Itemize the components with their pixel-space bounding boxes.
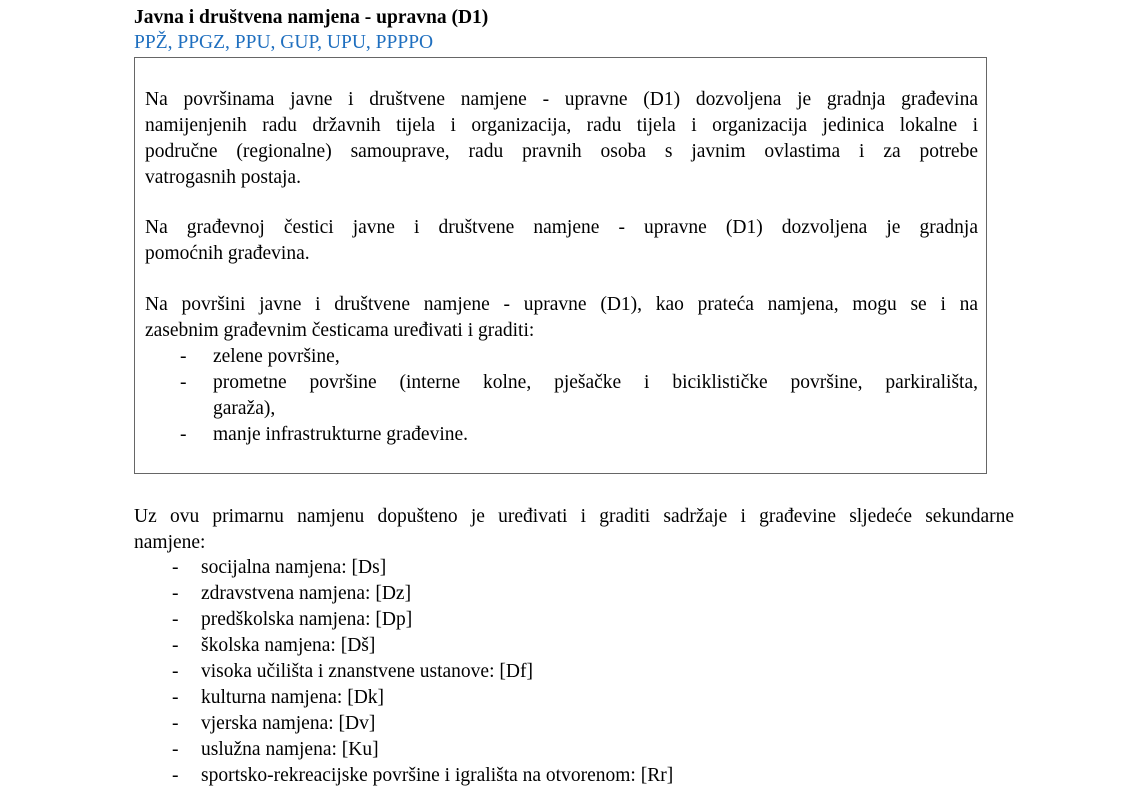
bullet-dash: -	[172, 635, 179, 656]
list-item: predškolska namjena: [Dp]	[201, 609, 413, 630]
paragraph-line: pomoćnih građevina.	[145, 243, 310, 264]
bullet-dash: -	[180, 424, 187, 445]
list-item: sportsko-rekreacijske površine i igrališta na otvorenom: [Rr]	[201, 765, 674, 786]
bullet-dash: -	[172, 661, 179, 682]
paragraph-line: Na površinama javne i društvene namjene - upravne (D1) dozvoljena je gradnja građevina	[145, 89, 978, 110]
list-item: zdravstvena namjena: [Dz]	[201, 583, 412, 604]
plan-abbreviations: PPŽ, PPGZ, PPU, GUP, UPU, PPPPO	[134, 32, 434, 53]
list-item: uslužna namjena: [Ku]	[201, 739, 379, 760]
bullet-dash: -	[180, 346, 187, 367]
paragraph-line: Na površini javne i društvene namjene - upravne (D1), kao prateća namjena, mogu se i na	[145, 294, 978, 315]
list-item: manje infrastrukturne građevine.	[213, 424, 469, 445]
paragraph-line: zasebnim građevnim česticama uređivati i graditi:	[145, 320, 535, 341]
bullet-dash: -	[172, 609, 179, 630]
list-item: zelene površine,	[213, 346, 340, 367]
bullet-dash: -	[172, 765, 179, 786]
bullet-dash: -	[172, 739, 179, 760]
bullet-dash: -	[180, 372, 187, 393]
paragraph-line: namjene:	[134, 532, 206, 553]
list-item: socijalna namjena: [Ds]	[201, 557, 387, 578]
bullet-dash: -	[172, 583, 179, 604]
paragraph-line: Uz ovu primarnu namjenu dopušteno je uređivati i graditi sadržaje i građevine sljedeće sekundarne	[134, 506, 1014, 527]
bullet-dash: -	[172, 713, 179, 734]
paragraph-line: Na građevnoj čestici javne i društvene namjene - upravne (D1) dozvoljena je gradnja	[145, 217, 978, 238]
paragraph-line: vatrogasnih postaja.	[145, 167, 301, 188]
paragraph-line: namijenjenih radu državnih tijela i organizacija, radu tijela i organizacija jedinica lokalne i	[145, 115, 978, 136]
list-item: vjerska namjena: [Dv]	[201, 713, 376, 734]
list-item: garaža),	[213, 398, 276, 419]
section-title: Javna i društvena namjena - upravna (D1)	[134, 7, 489, 28]
list-item: školska namjena: [Dš]	[201, 635, 376, 656]
bullet-dash: -	[172, 687, 179, 708]
list-item: prometne površine (interne kolne, pješačke i biciklističke površine, parkirališta,	[213, 372, 978, 393]
list-item: visoka učilišta i znanstvene ustanove: [Df]	[201, 661, 533, 682]
list-item: kulturna namjena: [Dk]	[201, 687, 385, 708]
bullet-dash: -	[172, 557, 179, 578]
paragraph-line: područne (regionalne) samouprave, radu pravnih osoba s javnim ovlastima i za potrebe	[145, 141, 978, 162]
